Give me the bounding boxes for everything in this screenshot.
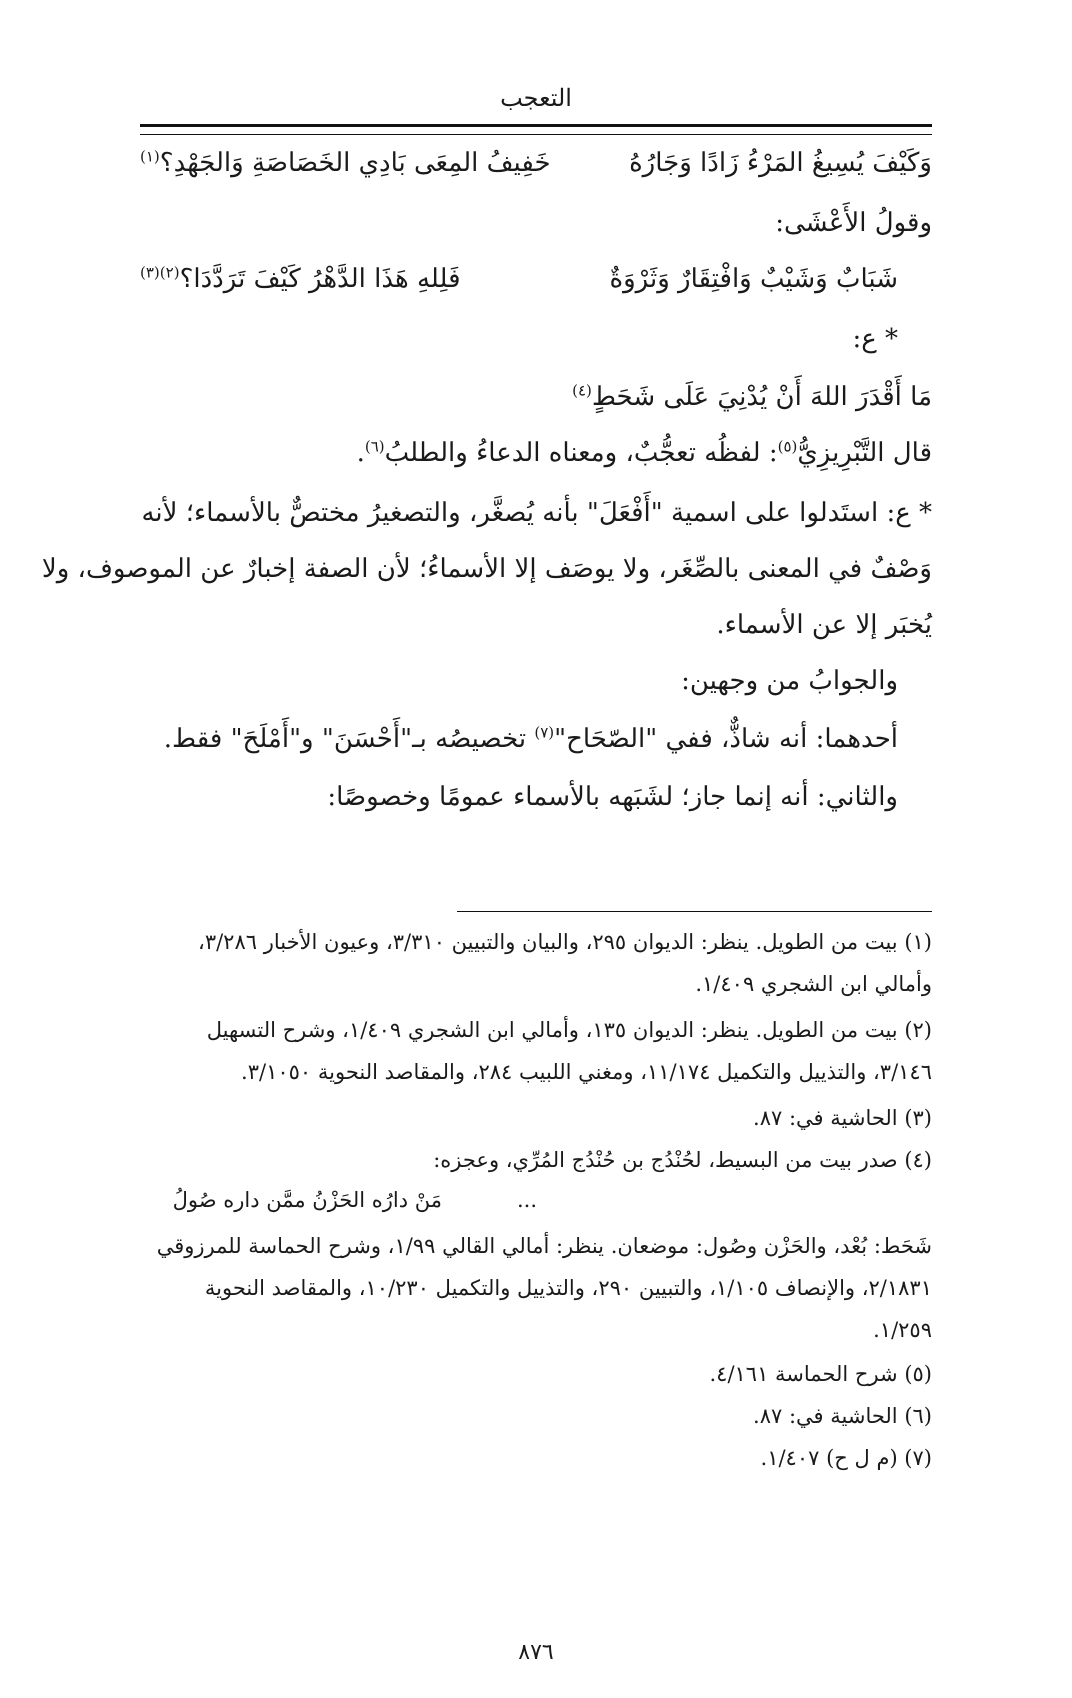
answer-second: والثاني: أنه إنما جاز؛ لشَبَهه بالأسماء عمومًا وخصوصًا: bbox=[327, 782, 898, 812]
tabrizi-quote bbox=[357, 438, 932, 469]
footnote-7: (٧) (م ل ح) ١/٤٠٧. bbox=[760, 1446, 932, 1470]
page-number: ٨٧٦ bbox=[518, 1640, 554, 1665]
footnote-ref-1: (١) bbox=[140, 147, 160, 166]
footnote-ref-2-3: (٢)(٣) bbox=[140, 263, 180, 282]
running-head: التعجب bbox=[500, 84, 572, 112]
answer-intro: والجوابُ من وجهين: bbox=[681, 666, 898, 696]
verse1-second-text: خَفِيفُ المِعَى بَادِي الخَصَاصَةِ وَالجَهْدِ؟ bbox=[159, 148, 551, 178]
verse2-second-text: فَلِلهِ هَذَا الدَّهْرُ كَيْفَ تَرَدَّدَا؟ bbox=[179, 264, 461, 294]
paragraph-line: وَصْفٌ في المعنى بالصِّغَر، ولا يوصَف إلا الأسماءُ؛ لأن الصفة إخبارٌ عن الموصوف، ولا bbox=[41, 554, 932, 584]
footnote-4-cont-line: ١/٢٥٩. bbox=[873, 1318, 932, 1342]
footnote-4-cont-line: شَحَط: بُعْد، والحَزْن وصُول: موضعان. ينظر: أمالي القالي ١/٩٩، وشرح الحماسة للمرزوقي bbox=[156, 1234, 932, 1258]
verse2-first-hemistich bbox=[609, 264, 898, 295]
quoted-hemistich-text: مَا أَقْدَرَ اللهَ أَنْ يُدْنِيَ عَلَى شَحَطٍ bbox=[591, 382, 932, 412]
footnote-ref-4: (٤) bbox=[572, 381, 592, 400]
footnote-1-line: وأمالي ابن الشجري ١/٤٠٩. bbox=[695, 972, 932, 996]
tabrizi-name: قال التَّبْرِيزِيُّ bbox=[797, 438, 932, 468]
footnote-2-line: (٢) بيت من الطويل. ينظر: الديوان ١٣٥، وأمالي ابن الشجري ١/٤٠٩، وشرح التسهيل bbox=[206, 1018, 932, 1042]
footnote-separator bbox=[457, 911, 932, 912]
tabrizi-text: : لفظُه تعجُّبٌ، ومعناه الدعاءُ والطلبُ bbox=[384, 438, 778, 468]
quoted-hemistich bbox=[572, 382, 932, 413]
verse1-first-text: وَكَيْفَ يُسِيغُ المَرْءُ زَادًا وَجَارُهُ bbox=[629, 148, 932, 178]
footnote-ref-6: (٦) bbox=[364, 437, 385, 456]
footnote-ref-5: (٥) bbox=[777, 437, 798, 456]
verse2-first-text: شَبَابٌ وَشَيْبٌ وَافْتِقَارٌ وَثَرْوَةٌ bbox=[609, 264, 898, 294]
paragraph-line: يُخبَر إلا عن الأسماء. bbox=[716, 610, 932, 640]
tabrizi-period: . bbox=[356, 438, 365, 468]
header-rule-thick bbox=[140, 124, 932, 127]
footnote-ref-7: (٧) bbox=[534, 723, 555, 742]
intro-alasha: وقولُ الأَعْشَى: bbox=[775, 208, 932, 238]
verse2-second-hemistich bbox=[140, 264, 461, 295]
footnote-2-line: ٣/١٤٦، والتذييل والتكميل ١١/١٧٤، ومغني اللبيب ٢٨٤، والمقاصد النحوية ٣/١٠٥٠. bbox=[241, 1060, 932, 1084]
answer-first-b: تخصيصُه بـ"أَحْسَنَ" و"أَمْلَحَ" فقط. bbox=[163, 724, 535, 754]
verse1-second-hemistich bbox=[140, 148, 551, 179]
footnote-1-line: (١) بيت من الطويل. ينظر: الديوان ٢٩٥، والبيان والتبيين ٣/٣١٠، وعيون الأخبار ٣/٢٨٦، bbox=[198, 930, 932, 954]
footnote-4-verse-ellipsis: ... bbox=[516, 1188, 537, 1212]
footnote-3: (٣) الحاشية في: ٨٧. bbox=[753, 1106, 932, 1130]
footnote-5: (٥) شرح الحماسة ٤/١٦١. bbox=[709, 1362, 932, 1386]
answer-first bbox=[164, 724, 898, 755]
verse1-first-hemistich bbox=[629, 148, 932, 179]
footnote-6: (٦) الحاشية في: ٨٧. bbox=[753, 1404, 932, 1428]
footnote-4-verse: مَنْ دارُه الحَزْنُ ممَّن داره صُولُ bbox=[172, 1188, 442, 1212]
footnote-4-cont-line: ٢/١٨٣١، والإنصاف ١/١٠٥، والتبيين ٢٩٠، والتذييل والتكميل ١٠/٢٣٠، والمقاصد النحوية bbox=[204, 1276, 932, 1300]
footnote-4: (٤) صدر بيت من البسيط، لحُنْدُج بن حُنْدُج المُرِّي، وعجزه: bbox=[433, 1148, 932, 1172]
ain-marker-1: * ع: bbox=[852, 324, 898, 354]
answer-first-a: أحدهما: أنه شاذٌّ، ففي "الصّحَاح" bbox=[554, 724, 898, 754]
paragraph-line: * ع: استَدلوا على اسمية "أَفْعَلَ" بأنه يُصغَّر، والتصغيرُ مختصٌّ بالأسماء؛ لأنه bbox=[141, 498, 932, 528]
header-rule-thin bbox=[140, 134, 932, 135]
